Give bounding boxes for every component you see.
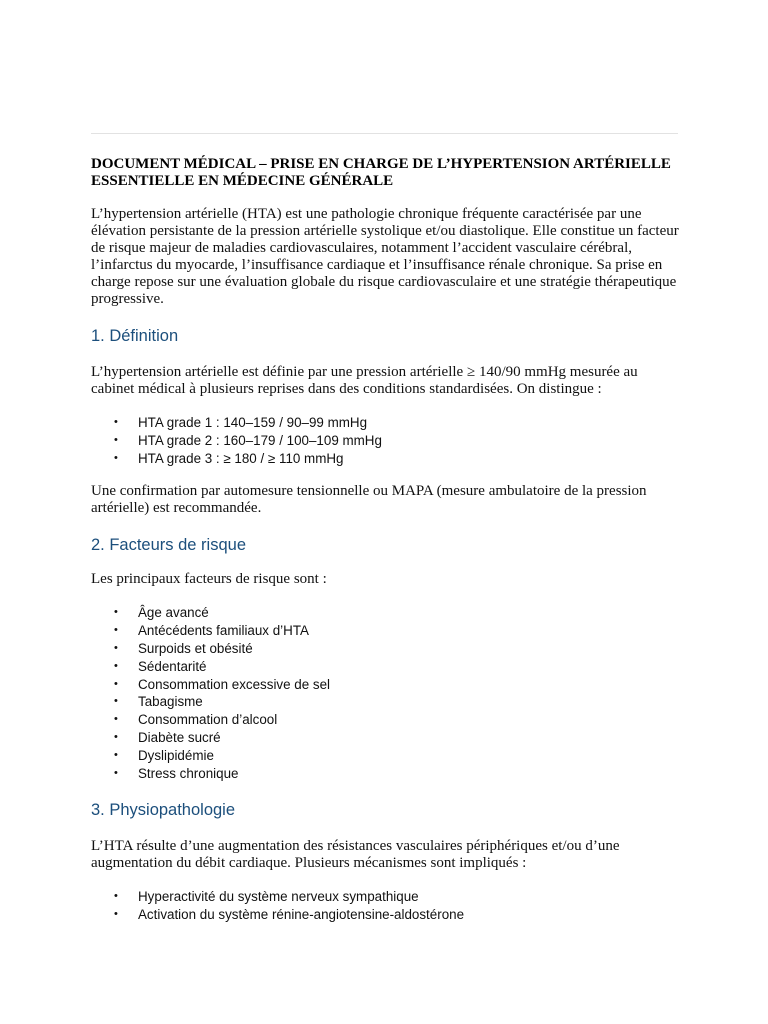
list-item — [91, 640, 681, 658]
list-item — [91, 906, 681, 924]
list-item — [91, 765, 681, 783]
list-item-text: Dyslipidémie — [138, 747, 214, 763]
list-item-text: Antécédents familiaux d’HTA — [138, 623, 309, 639]
bullet-icon: • — [114, 748, 118, 761]
list-item — [91, 676, 681, 694]
bullet-icon: • — [114, 641, 118, 654]
list-item-text: HTA grade 2 : 160–179 / 100–109 mmHg — [138, 432, 382, 448]
list-item-text: Sédentarité — [138, 658, 207, 674]
list-item-text: HTA grade 3 : ≥ 180 / ≥ 110 mmHg — [138, 450, 344, 466]
list-item — [91, 729, 681, 747]
section-heading-risk-factors: 2. Facteurs de risque — [91, 536, 246, 555]
document-title: DOCUMENT MÉDICAL – PRISE EN CHARGE DE L’HYPERTENSION ARTÉRIELLE ESSENTIELLE EN MÉDECINE GÉNÉRALE — [91, 156, 671, 189]
document-body — [91, 156, 681, 924]
mechanism-list — [91, 888, 681, 924]
confirmation-paragraph: Une confirmation par automesure tensionnelle ou MAPA (mesure ambulatoire de la pression artérielle) est recommandée. — [91, 483, 647, 517]
section-heading-physiopathology: 3. Physiopathologie — [91, 801, 236, 820]
definition-paragraph: L’hypertension artérielle est définie par une pression artérielle ≥ 140/90 mmHg mesurée au cabinet médical à plusieurs reprises dans des conditions standardisées. On distingue : — [91, 364, 638, 397]
list-item-text: Stress chronique — [138, 765, 239, 781]
bullet-icon: • — [114, 766, 118, 779]
section-heading-definition: 1. Définition — [91, 327, 179, 345]
risk-factor-list — [91, 604, 681, 782]
list-item — [91, 414, 681, 432]
bullet-icon: • — [114, 416, 118, 428]
risk-factors-paragraph: Les principaux facteurs de risque sont : — [91, 571, 327, 588]
list-item-text: Activation du système rénine-angiotensine-aldostérone — [138, 907, 465, 923]
intro-paragraph: L’hypertension artérielle (HTA) est une pathologie chronique fréquente caractérisée par une élévation persistante de la pression artérielle systolique et/ou diastolique. Elle constitue un facteur de risque majeur de maladies cardiovasculaires, notamment l’accident vasculaire cérébral, l’infarctus du myocarde, l’insuffisance cardiaque et l’insuffisance rénale chronique. Sa prise en charge repose sur une évaluation globale du risque cardiovasculaire et une stratégie thérapeutique progressive. — [91, 206, 679, 307]
bullet-icon: • — [114, 451, 118, 464]
physiopathology-paragraph: L’HTA résulte d’une augmentation des résistances vasculaires périphériques et/ou d’une augmentation du débit cardiaque. Plusieurs mécanismes sont impliqués : — [91, 838, 620, 872]
header-divider — [91, 133, 678, 134]
list-item-text: Consommation d’alcool — [138, 712, 278, 728]
list-item — [91, 604, 681, 622]
bullet-icon: • — [114, 890, 118, 903]
list-item-text: Surpoids et obésité — [138, 640, 253, 656]
list-item — [91, 888, 681, 906]
bullet-icon: • — [114, 659, 118, 672]
list-item — [91, 622, 681, 640]
list-item-text: Tabagisme — [138, 694, 203, 710]
bullet-icon: • — [114, 713, 118, 726]
grade-list — [91, 414, 681, 467]
list-item-text: HTA grade 1 : 140–159 / 90–99 mmHg — [138, 415, 368, 430]
bullet-icon: • — [114, 624, 118, 637]
list-item — [91, 432, 681, 450]
list-item — [91, 747, 681, 765]
bullet-icon: • — [114, 695, 118, 708]
bullet-icon: • — [114, 677, 118, 690]
bullet-icon: • — [114, 908, 118, 921]
list-item-text: Hyperactivité du système nerveux sympathique — [138, 889, 419, 905]
bullet-icon: • — [114, 433, 118, 446]
bullet-icon: • — [114, 606, 118, 619]
list-item-text: Âge avancé — [138, 605, 209, 621]
list-item — [91, 693, 681, 711]
list-item-text: Diabète sucré — [138, 729, 221, 745]
list-item-text: Consommation excessive de sel — [138, 676, 331, 692]
list-item — [91, 711, 681, 729]
list-item — [91, 450, 681, 468]
list-item — [91, 658, 681, 676]
bullet-icon: • — [114, 730, 118, 743]
